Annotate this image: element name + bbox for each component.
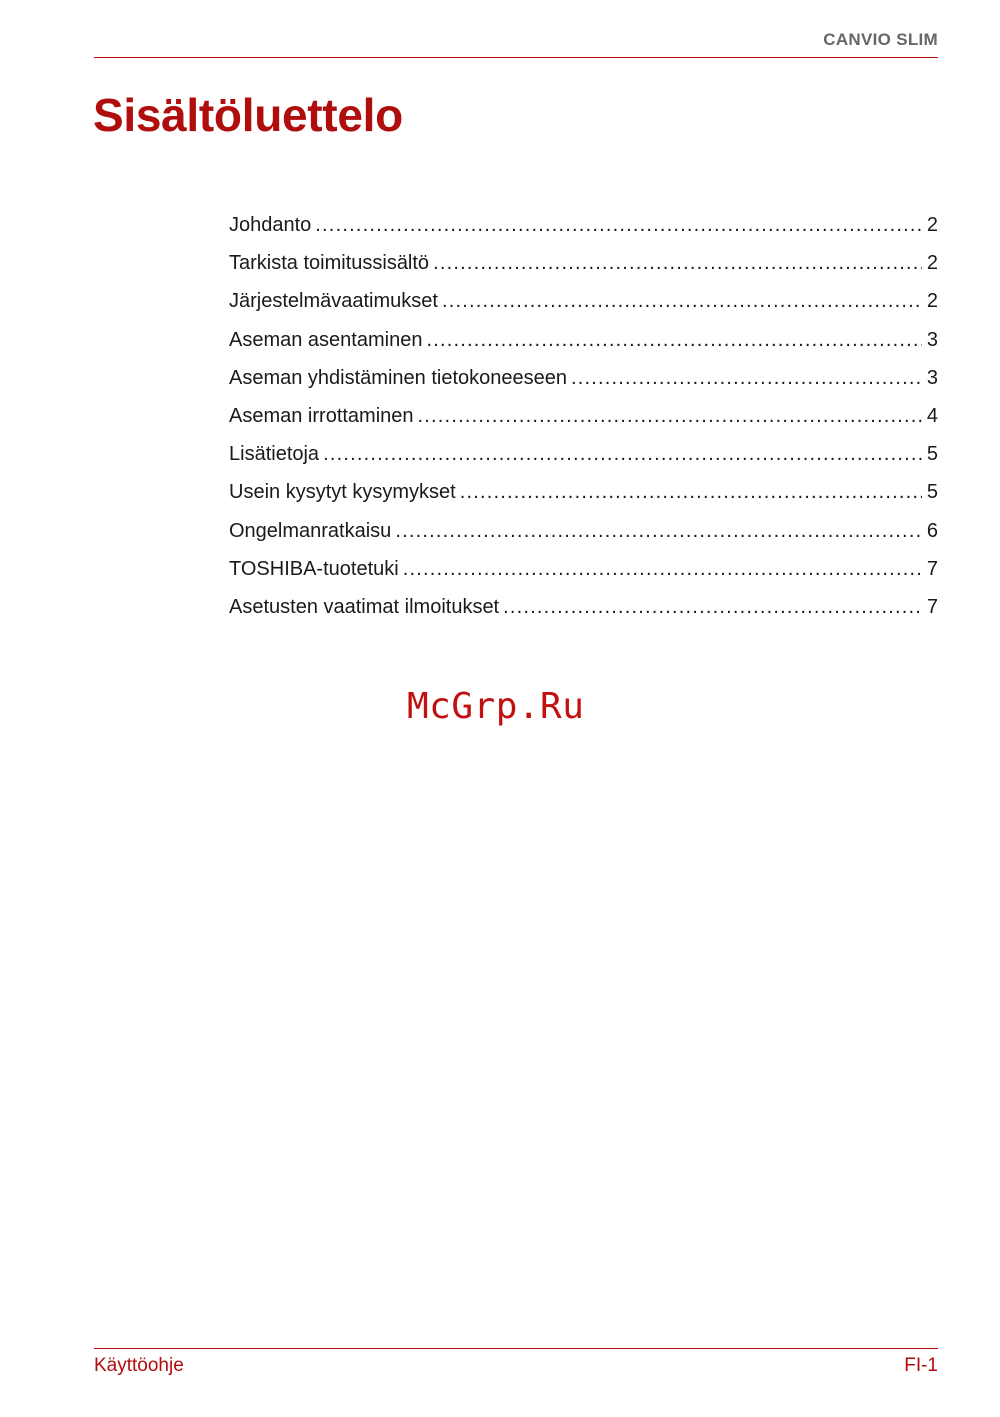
toc-dot-leader (503, 588, 922, 626)
toc-page-number: 4 (926, 404, 938, 427)
toc-item-lisatietoja[interactable] (229, 435, 938, 473)
toc-dot-leader (395, 512, 922, 550)
toc-item-tarkista-toimitussisalto[interactable] (229, 244, 938, 282)
toc-page-number: 7 (926, 595, 938, 618)
toc-page-number: 5 (926, 443, 938, 466)
toc-item-label: Lisätietoja (229, 443, 320, 466)
toc-dot-leader (433, 244, 922, 282)
toc-dot-leader (426, 321, 922, 359)
toc-page-number: 2 (926, 252, 938, 275)
toc-dot-leader (442, 282, 922, 320)
header-brand: CANVIO SLIM (823, 30, 938, 49)
toc-item-label: Tarkista toimitussisältö (229, 252, 430, 275)
toc-item-aseman-yhdistaminen[interactable] (229, 359, 938, 397)
toc-item-label: Aseman irrottaminen (229, 404, 414, 427)
toc-item-label: Aseman yhdistäminen tietokoneeseen (229, 366, 567, 389)
toc-dot-leader (403, 550, 922, 588)
toc-dot-leader (323, 435, 922, 473)
footer-document-name: Käyttöohje (94, 1355, 184, 1376)
toc-item-label: Asetusten vaatimat ilmoitukset (229, 595, 500, 618)
toc-dot-leader (460, 473, 922, 511)
toc-item-johdanto[interactable] (229, 206, 938, 244)
toc-page-number: 7 (926, 557, 938, 580)
page-title: Sisältöluettelo (93, 89, 403, 141)
watermark-text: McGrp.Ru (407, 686, 585, 727)
header-rule (94, 57, 938, 58)
toc-item-label: TOSHIBA-tuotetuki (229, 557, 399, 580)
toc-page-number: 3 (926, 328, 938, 351)
toc-item-usein-kysytyt[interactable] (229, 473, 938, 511)
toc-item-aseman-irrottaminen[interactable] (229, 397, 938, 435)
toc-item-label: Aseman asentaminen (229, 328, 423, 351)
toc-page-number: 6 (926, 519, 938, 542)
toc-page-number: 5 (926, 481, 938, 504)
table-of-contents (229, 206, 938, 626)
toc-page-number: 3 (926, 366, 938, 389)
toc-item-asetusten-ilmoitukset[interactable] (229, 588, 938, 626)
toc-item-label: Ongelmanratkaisu (229, 519, 392, 542)
toc-dot-leader (418, 397, 922, 435)
toc-item-aseman-asentaminen[interactable] (229, 321, 938, 359)
toc-item-ongelmanratkaisu[interactable] (229, 512, 938, 550)
toc-item-label: Järjestelmävaatimukset (229, 290, 438, 313)
toc-item-label: Usein kysytyt kysymykset (229, 481, 456, 504)
toc-item-toshiba-tuotetuki[interactable] (229, 550, 938, 588)
footer-rule (94, 1348, 938, 1349)
toc-page-number: 2 (926, 290, 938, 313)
toc-dot-leader (571, 359, 922, 397)
toc-page-number: 2 (926, 214, 938, 236)
toc-dot-leader (315, 206, 922, 244)
footer-page-number: FI-1 (904, 1355, 938, 1376)
toc-item-label: Johdanto (229, 214, 312, 236)
toc-item-jarjestelmavaatimukset[interactable] (229, 282, 938, 320)
